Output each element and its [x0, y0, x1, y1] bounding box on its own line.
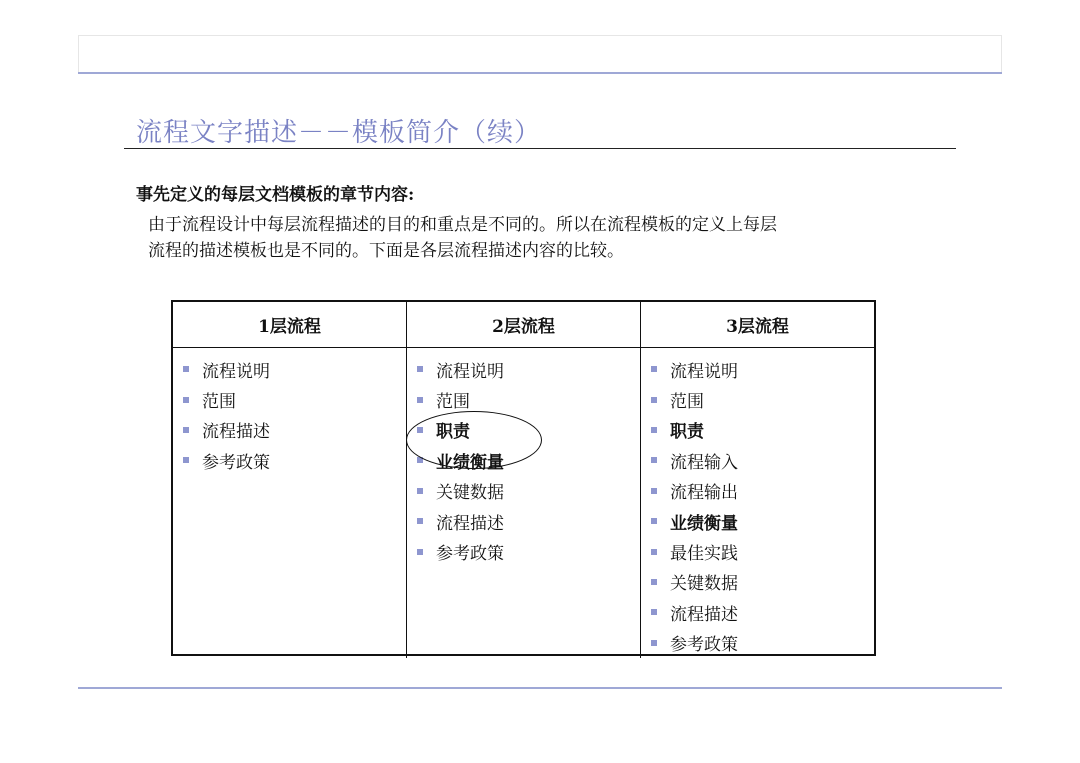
list-item [651, 476, 874, 506]
list-item-label: 流程说明 [202, 361, 270, 382]
header-level-1: 1层流程 [173, 302, 407, 348]
list-item-label: 参考政策 [202, 452, 270, 473]
list-item-label: 参考政策 [436, 544, 504, 565]
list-item [651, 536, 874, 566]
square-bullet-icon [183, 457, 189, 463]
list-item-label: 关键数据 [670, 574, 738, 595]
square-bullet-icon [417, 518, 423, 524]
column-level-2 [407, 348, 641, 658]
list-item [651, 415, 874, 445]
top-divider [78, 72, 1002, 74]
list-item [183, 354, 406, 384]
list-item [417, 536, 640, 566]
square-bullet-icon [417, 366, 423, 372]
list-item-label: 流程说明 [436, 361, 504, 382]
list-item [651, 506, 874, 536]
list-item [417, 506, 640, 536]
list-item [651, 384, 874, 414]
title-underline [124, 148, 956, 149]
square-bullet-icon [183, 366, 189, 372]
column-level-3 [641, 348, 874, 658]
list-item [651, 445, 874, 475]
list-item-label: 流程输入 [670, 452, 738, 473]
list-item-label: 流程描述 [436, 513, 504, 534]
list-item [417, 354, 640, 384]
list-item [183, 445, 406, 475]
list-item-label: 流程输出 [670, 483, 738, 504]
square-bullet-icon [417, 427, 423, 433]
intro-paragraph [148, 212, 928, 264]
list-item [651, 354, 874, 384]
list-item [183, 384, 406, 414]
column-level-1 [173, 348, 407, 658]
square-bullet-icon [651, 549, 657, 555]
list-item-label: 范围 [202, 392, 236, 413]
list-item [417, 415, 640, 445]
subheading: 事先定义的每层文档模板的章节内容: [136, 185, 415, 205]
header-level-2: 2层流程 [407, 302, 641, 348]
header-level-3: 3层流程 [641, 302, 874, 348]
square-bullet-icon [417, 549, 423, 555]
comparison-table [171, 300, 876, 656]
list-item-label: 关键数据 [436, 483, 504, 504]
square-bullet-icon [651, 640, 657, 646]
square-bullet-icon [651, 457, 657, 463]
square-bullet-icon [651, 397, 657, 403]
square-bullet-icon [183, 427, 189, 433]
list-item-label: 业绩衡量 [436, 452, 504, 473]
list-item-label: 参考政策 [670, 635, 738, 656]
list-item-label: 职责 [670, 422, 704, 443]
square-bullet-icon [417, 457, 423, 463]
paragraph-line: 由于流程设计中每层流程描述的目的和重点是不同的。所以在流程模板的定义上每层 [148, 215, 777, 235]
list-item-label: 流程描述 [670, 604, 738, 625]
list-item-label: 范围 [670, 392, 704, 413]
list-item [417, 476, 640, 506]
header-frame [78, 35, 1002, 74]
list-item-label: 范围 [436, 392, 470, 413]
list-item-label: 职责 [436, 422, 470, 443]
list-item [417, 384, 640, 414]
slide-title: 流程文字描述－－模板简介（续） [136, 118, 542, 148]
square-bullet-icon [417, 488, 423, 494]
square-bullet-icon [651, 488, 657, 494]
square-bullet-icon [651, 366, 657, 372]
square-bullet-icon [651, 427, 657, 433]
square-bullet-icon [417, 397, 423, 403]
square-bullet-icon [651, 609, 657, 615]
list-item [651, 567, 874, 597]
square-bullet-icon [183, 397, 189, 403]
list-item-label: 最佳实践 [670, 544, 738, 565]
paragraph-line: 流程的描述模板也是不同的。下面是各层流程描述内容的比较。 [148, 241, 624, 261]
list-item-label: 业绩衡量 [670, 513, 738, 534]
list-item [651, 597, 874, 627]
list-item [183, 415, 406, 445]
square-bullet-icon [651, 518, 657, 524]
list-item-label: 流程描述 [202, 422, 270, 443]
list-item [651, 628, 874, 658]
bottom-divider [78, 687, 1002, 689]
list-item [417, 445, 640, 475]
square-bullet-icon [651, 579, 657, 585]
list-item-label: 流程说明 [670, 361, 738, 382]
